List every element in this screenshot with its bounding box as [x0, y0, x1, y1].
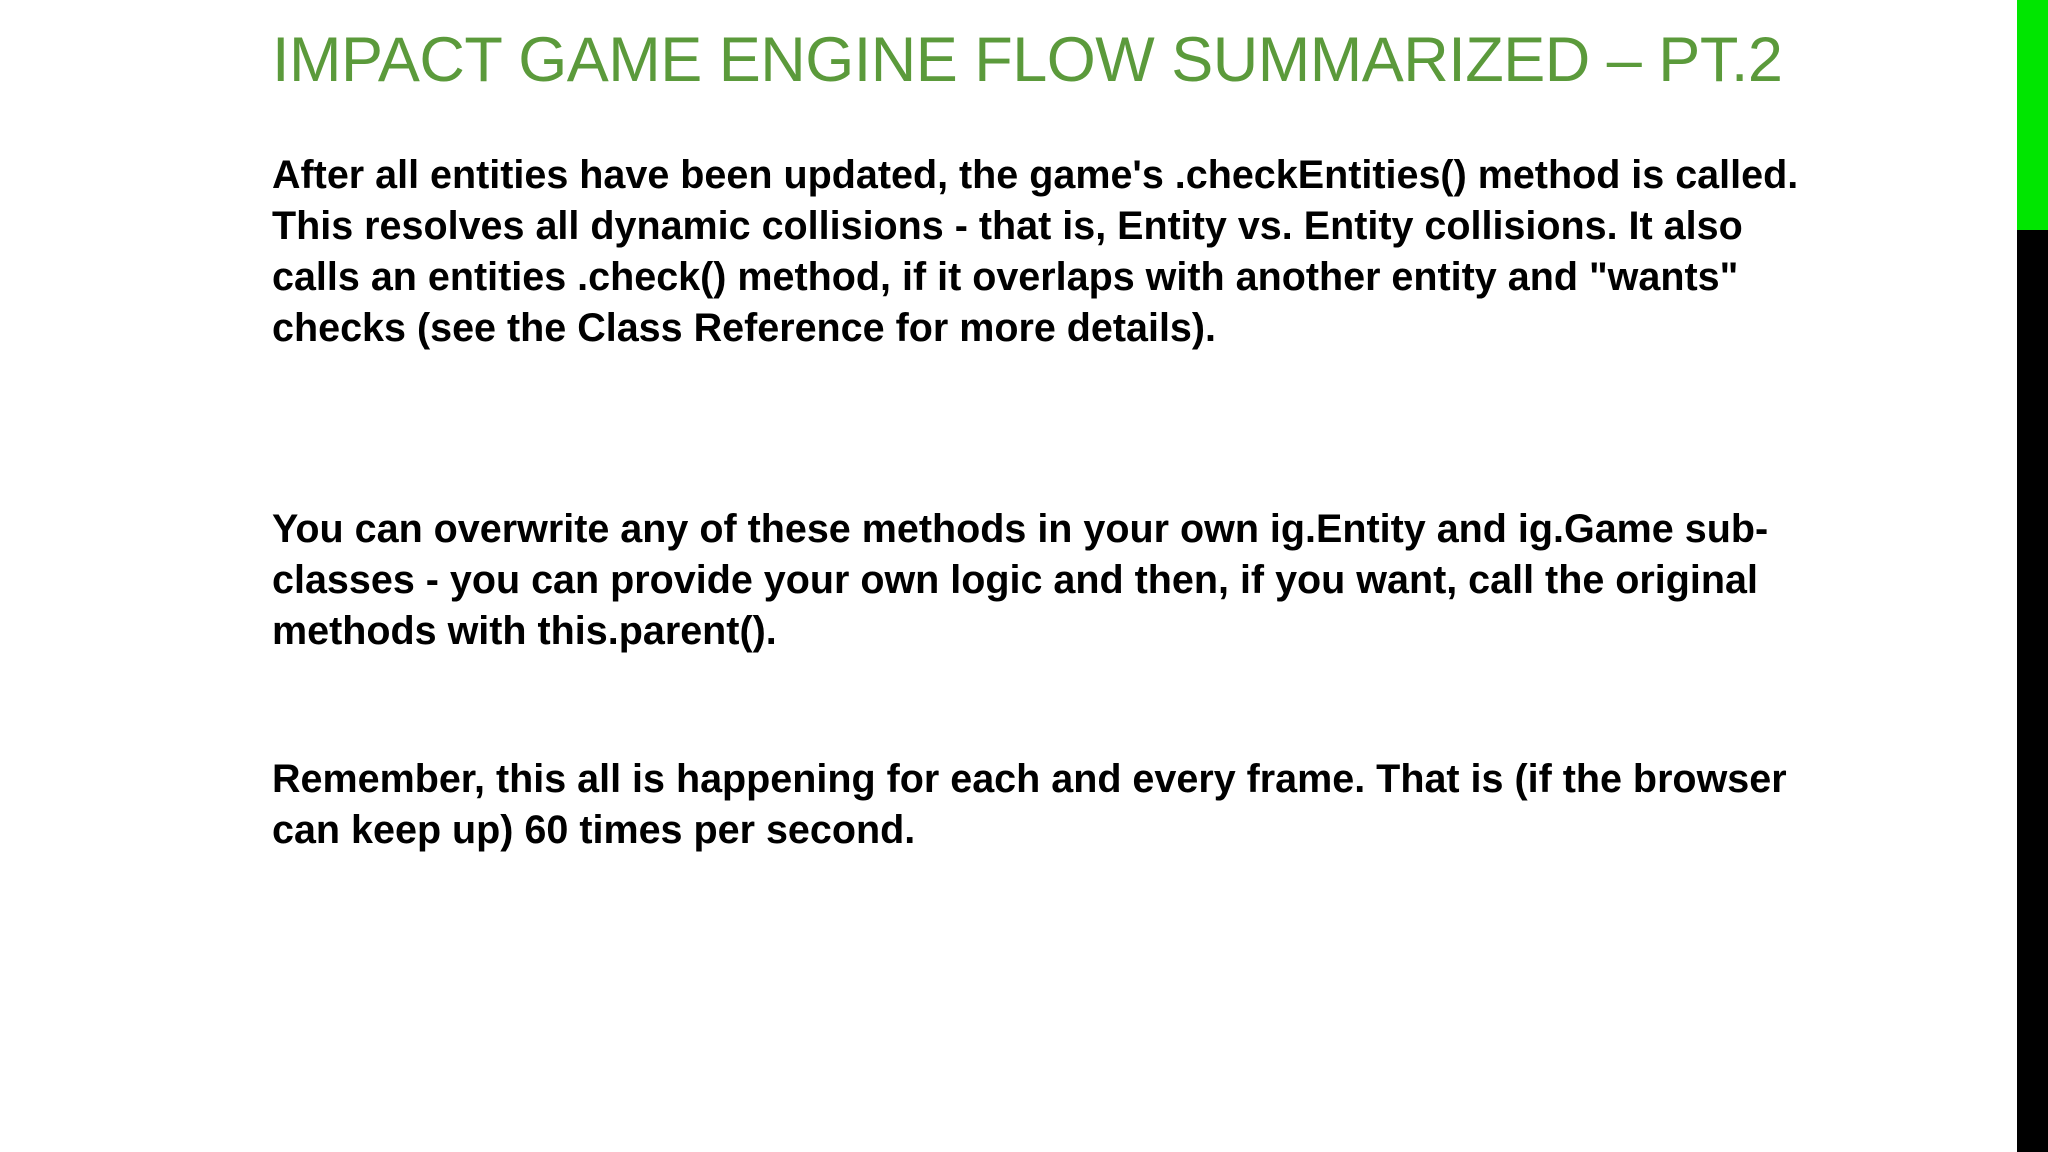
side-scrollbar[interactable] [2017, 0, 2048, 1152]
slide-title: IMPACT GAME ENGINE FLOW SUMMARIZED – PT.2 [272, 25, 1783, 95]
paragraph-check-entities: After all entities have been updated, the game's .checkEntities() method is called. This resolves all dynamic collisions - that is, Entity vs. Entity collisions. It also calls an entities .check() method, if it overlaps with another entity and "wants" checks (see the Class Reference for more details). [272, 153, 1799, 350]
paragraph-every-frame: Remember, this all is happening for each and every frame. That is (if the browser can keep up) 60 times per second. [272, 757, 1787, 852]
paragraph-overwrite-methods: You can overwrite any of these methods in your own ig.Entity and ig.Game sub-classes - you can provide your own logic and then, if you want, call the original methods with this.parent(). [272, 507, 1769, 653]
side-scrollbar-thumb[interactable] [2017, 0, 2048, 230]
